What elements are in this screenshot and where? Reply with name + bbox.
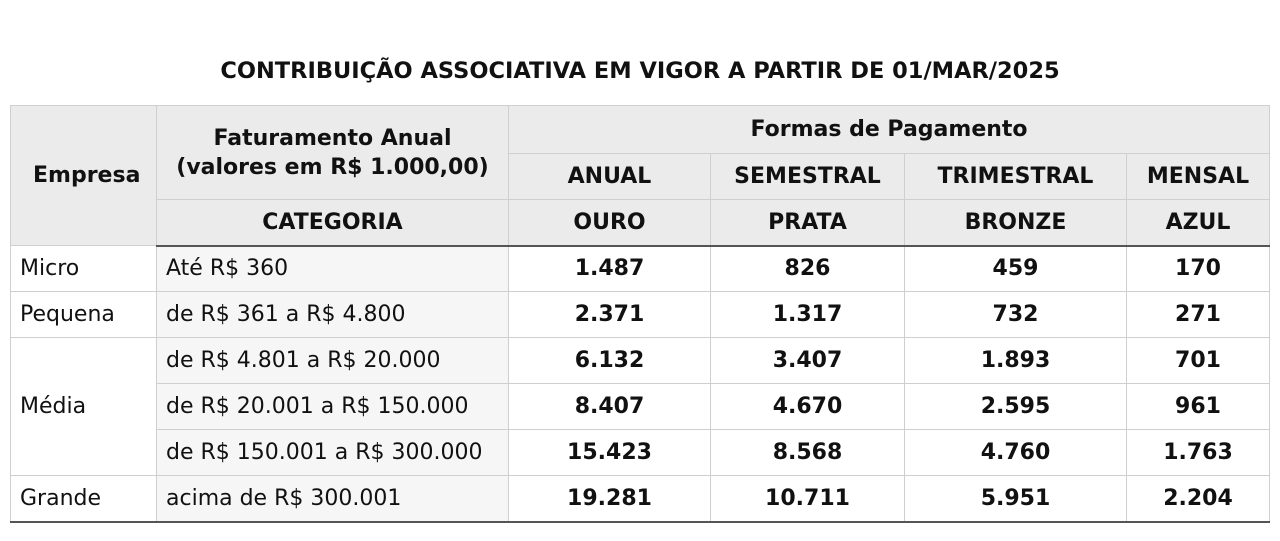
header-empresa: Empresa [11,106,157,246]
header-category-bronze: BRONZE [905,200,1127,246]
faturamento-cell: de R$ 4.801 a R$ 20.000 [157,338,509,384]
empresa-cell: Micro [11,246,157,292]
value-cell: 961 [1127,384,1270,430]
table-row [11,338,1270,384]
value-cell: 2.204 [1127,476,1270,522]
faturamento-cell: de R$ 20.001 a R$ 150.000 [157,384,509,430]
faturamento-cell: acima de R$ 300.001 [157,476,509,522]
value-cell: 271 [1127,292,1270,338]
table-row [11,384,1270,430]
value-cell: 2.595 [905,384,1127,430]
value-cell: 1.763 [1127,430,1270,476]
header-payment-mensal: MENSAL [1127,154,1270,200]
value-cell: 3.407 [711,338,905,384]
empresa-cell: Média [11,338,157,476]
value-cell: 15.423 [509,430,711,476]
header-formas-pagamento: Formas de Pagamento [509,106,1270,154]
header-categoria: CATEGORIA [157,200,509,246]
header-faturamento-line1: Faturamento Anual [213,126,452,151]
empresa-cell: Pequena [11,292,157,338]
value-cell: 8.407 [509,384,711,430]
header-payment-trimestral: TRIMESTRAL [905,154,1127,200]
value-cell: 170 [1127,246,1270,292]
empresa-cell: Grande [11,476,157,522]
table-row [11,246,1270,292]
header-row-3 [11,200,1270,246]
value-cell: 826 [711,246,905,292]
table-row [11,430,1270,476]
value-cell: 6.132 [509,338,711,384]
faturamento-cell: Até R$ 360 [157,246,509,292]
faturamento-cell: de R$ 150.001 a R$ 300.000 [157,430,509,476]
value-cell: 1.487 [509,246,711,292]
value-cell: 1.317 [711,292,905,338]
value-cell: 19.281 [509,476,711,522]
contribution-table [10,105,1270,523]
value-cell: 5.951 [905,476,1127,522]
table-row [11,292,1270,338]
header-payment-semestral: SEMESTRAL [711,154,905,200]
header-category-ouro: OURO [509,200,711,246]
page-title: CONTRIBUIÇÃO ASSOCIATIVA EM VIGOR A PARTIR DE 01/MAR/2025 [220,58,1060,84]
faturamento-cell: de R$ 361 a R$ 4.800 [157,292,509,338]
header-category-prata: PRATA [711,200,905,246]
value-cell: 701 [1127,338,1270,384]
value-cell: 4.760 [905,430,1127,476]
value-cell: 10.711 [711,476,905,522]
value-cell: 8.568 [711,430,905,476]
value-cell: 2.371 [509,292,711,338]
header-row-1 [11,106,1270,154]
header-faturamento [157,106,509,200]
value-cell: 459 [905,246,1127,292]
table-row [11,476,1270,522]
value-cell: 4.670 [711,384,905,430]
header-payment-anual: ANUAL [509,154,711,200]
value-cell: 1.893 [905,338,1127,384]
header-category-azul: AZUL [1127,200,1270,246]
value-cell: 732 [905,292,1127,338]
header-faturamento-line2: (valores em R$ 1.000,00) [176,155,489,180]
